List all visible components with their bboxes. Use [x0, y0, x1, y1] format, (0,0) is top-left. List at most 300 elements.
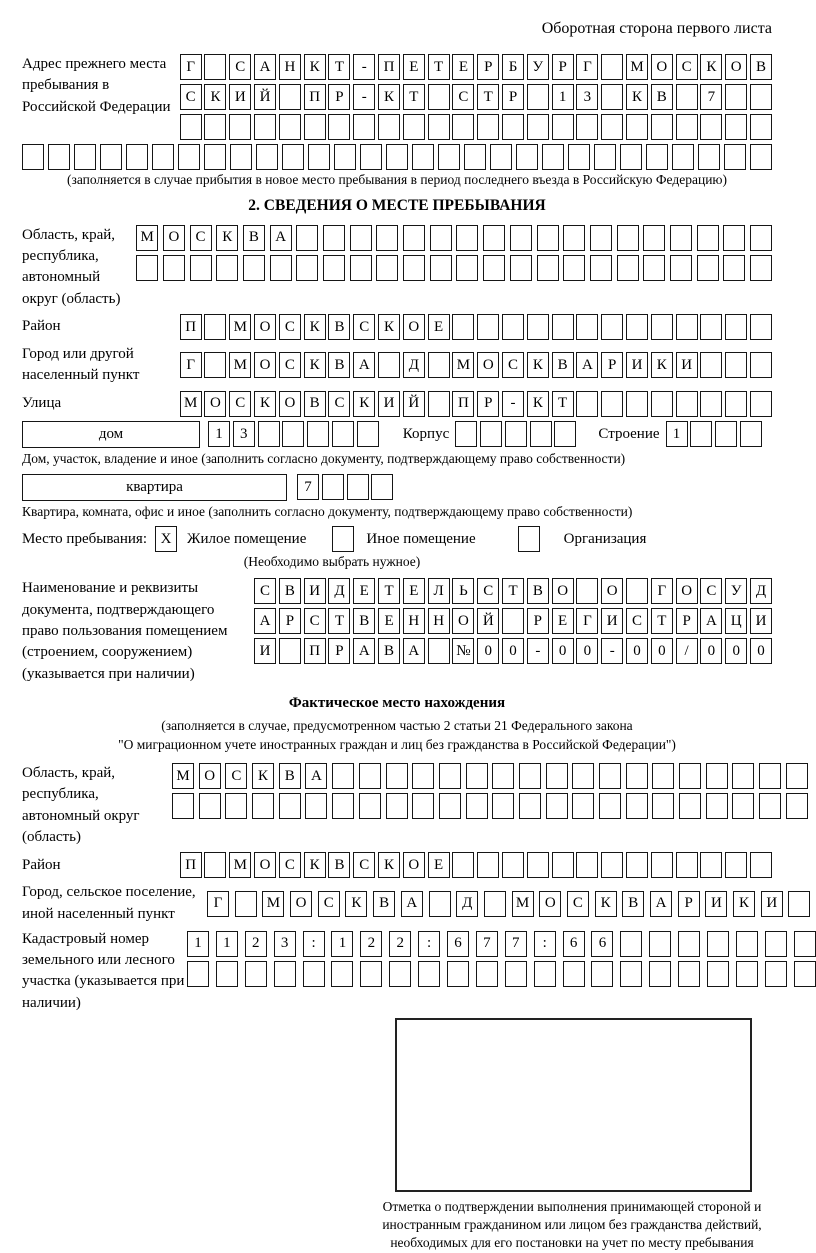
- char-cell[interactable]: М: [229, 314, 251, 340]
- char-cell[interactable]: Д: [750, 578, 772, 604]
- char-cell[interactable]: О: [254, 352, 276, 378]
- char-cell[interactable]: [452, 314, 474, 340]
- char-cell[interactable]: [576, 391, 598, 417]
- char-cell[interactable]: [296, 225, 318, 251]
- char-cell[interactable]: [328, 114, 350, 140]
- char-cell[interactable]: [652, 793, 674, 819]
- char-cell[interactable]: [418, 961, 440, 987]
- char-cell[interactable]: [519, 793, 541, 819]
- char-cell[interactable]: П: [304, 638, 326, 664]
- char-cell[interactable]: [750, 352, 772, 378]
- char-cell[interactable]: В: [622, 891, 644, 917]
- checkbox-cell[interactable]: [332, 526, 354, 552]
- char-cell[interactable]: [357, 421, 379, 447]
- char-cell[interactable]: [359, 793, 381, 819]
- char-cell[interactable]: Н: [279, 54, 301, 80]
- char-cell[interactable]: М: [180, 391, 202, 417]
- char-cell[interactable]: Т: [477, 84, 499, 110]
- char-cell[interactable]: А: [305, 763, 327, 789]
- char-cell[interactable]: К: [700, 54, 722, 80]
- char-cell[interactable]: О: [651, 54, 673, 80]
- char-cell[interactable]: [678, 931, 700, 957]
- char-cell[interactable]: Р: [477, 54, 499, 80]
- char-cell[interactable]: В: [279, 578, 301, 604]
- char-cell[interactable]: [617, 255, 639, 281]
- char-cell[interactable]: В: [328, 314, 350, 340]
- char-cell[interactable]: С: [229, 391, 251, 417]
- char-cell[interactable]: [483, 225, 505, 251]
- char-cell[interactable]: [599, 793, 621, 819]
- char-cell[interactable]: [527, 314, 549, 340]
- char-cell[interactable]: П: [378, 54, 400, 80]
- char-cell[interactable]: [725, 852, 747, 878]
- char-cell[interactable]: [502, 852, 524, 878]
- char-cell[interactable]: [243, 255, 265, 281]
- char-cell[interactable]: П: [304, 84, 326, 110]
- char-cell[interactable]: [626, 763, 648, 789]
- char-cell[interactable]: А: [254, 608, 276, 634]
- char-cell[interactable]: Т: [428, 54, 450, 80]
- char-cell[interactable]: 7: [700, 84, 722, 110]
- char-cell[interactable]: К: [252, 763, 274, 789]
- char-cell[interactable]: [178, 144, 200, 170]
- char-cell[interactable]: П: [180, 314, 202, 340]
- char-cell[interactable]: [412, 793, 434, 819]
- char-cell[interactable]: [376, 225, 398, 251]
- char-cell[interactable]: [723, 255, 745, 281]
- char-cell[interactable]: [576, 314, 598, 340]
- char-cell[interactable]: [270, 255, 292, 281]
- char-cell[interactable]: [502, 314, 524, 340]
- char-cell[interactable]: [750, 144, 772, 170]
- char-cell[interactable]: [552, 314, 574, 340]
- char-cell[interactable]: [429, 891, 451, 917]
- char-cell[interactable]: Й: [254, 84, 276, 110]
- char-cell[interactable]: [672, 144, 694, 170]
- char-cell[interactable]: [308, 144, 330, 170]
- char-cell[interactable]: [750, 255, 772, 281]
- checkbox-cell[interactable]: [518, 526, 540, 552]
- char-cell[interactable]: [22, 144, 44, 170]
- char-cell[interactable]: [670, 225, 692, 251]
- char-cell[interactable]: [252, 793, 274, 819]
- char-cell[interactable]: 0: [626, 638, 648, 664]
- char-cell[interactable]: Р: [477, 391, 499, 417]
- char-cell[interactable]: [736, 961, 758, 987]
- char-cell[interactable]: 6: [563, 931, 585, 957]
- char-cell[interactable]: [412, 144, 434, 170]
- char-cell[interactable]: В: [651, 84, 673, 110]
- char-cell[interactable]: Е: [428, 852, 450, 878]
- char-cell[interactable]: В: [304, 391, 326, 417]
- char-cell[interactable]: 0: [700, 638, 722, 664]
- char-cell[interactable]: К: [378, 852, 400, 878]
- char-cell[interactable]: [307, 421, 329, 447]
- char-cell[interactable]: М: [262, 891, 284, 917]
- char-cell[interactable]: [591, 961, 613, 987]
- char-cell[interactable]: [725, 314, 747, 340]
- char-cell[interactable]: [180, 114, 202, 140]
- char-cell[interactable]: 3: [576, 84, 598, 110]
- char-cell[interactable]: Д: [456, 891, 478, 917]
- char-cell[interactable]: С: [353, 852, 375, 878]
- char-cell[interactable]: [620, 931, 642, 957]
- char-cell[interactable]: [750, 84, 772, 110]
- char-cell[interactable]: М: [452, 352, 474, 378]
- char-cell[interactable]: [552, 114, 574, 140]
- char-cell[interactable]: И: [254, 638, 276, 664]
- char-cell[interactable]: С: [318, 891, 340, 917]
- char-cell[interactable]: :: [534, 931, 556, 957]
- char-cell[interactable]: [438, 144, 460, 170]
- char-cell[interactable]: [697, 255, 719, 281]
- char-cell[interactable]: [386, 763, 408, 789]
- char-cell[interactable]: [542, 144, 564, 170]
- char-cell[interactable]: [626, 391, 648, 417]
- char-cell[interactable]: 0: [725, 638, 747, 664]
- char-cell[interactable]: 2: [245, 931, 267, 957]
- char-cell[interactable]: Р: [527, 608, 549, 634]
- char-cell[interactable]: [527, 114, 549, 140]
- char-cell[interactable]: О: [403, 852, 425, 878]
- char-cell[interactable]: [601, 54, 623, 80]
- char-cell[interactable]: [697, 225, 719, 251]
- char-cell[interactable]: №: [452, 638, 474, 664]
- char-cell[interactable]: [360, 144, 382, 170]
- char-cell[interactable]: Й: [403, 391, 425, 417]
- char-cell[interactable]: [199, 793, 221, 819]
- char-cell[interactable]: С: [676, 54, 698, 80]
- char-cell[interactable]: [477, 114, 499, 140]
- char-cell[interactable]: [305, 793, 327, 819]
- char-cell[interactable]: А: [353, 352, 375, 378]
- char-cell[interactable]: [617, 225, 639, 251]
- char-cell[interactable]: 3: [233, 421, 255, 447]
- char-cell[interactable]: С: [254, 578, 276, 604]
- char-cell[interactable]: [620, 144, 642, 170]
- char-cell[interactable]: К: [216, 225, 238, 251]
- char-cell[interactable]: [626, 114, 648, 140]
- char-cell[interactable]: [430, 255, 452, 281]
- char-cell[interactable]: О: [676, 578, 698, 604]
- char-cell[interactable]: [700, 852, 722, 878]
- char-cell[interactable]: [126, 144, 148, 170]
- char-cell[interactable]: К: [204, 84, 226, 110]
- char-cell[interactable]: [204, 352, 226, 378]
- char-cell[interactable]: Н: [428, 608, 450, 634]
- char-cell[interactable]: [225, 793, 247, 819]
- char-cell[interactable]: [100, 144, 122, 170]
- char-cell[interactable]: И: [378, 391, 400, 417]
- char-cell[interactable]: [74, 144, 96, 170]
- char-cell[interactable]: [759, 763, 781, 789]
- char-cell[interactable]: [403, 114, 425, 140]
- char-cell[interactable]: [323, 255, 345, 281]
- char-cell[interactable]: [651, 314, 673, 340]
- char-cell[interactable]: [447, 961, 469, 987]
- char-cell[interactable]: К: [651, 352, 673, 378]
- char-cell[interactable]: [466, 793, 488, 819]
- char-cell[interactable]: 7: [297, 474, 319, 500]
- char-cell[interactable]: Н: [403, 608, 425, 634]
- char-cell[interactable]: [649, 931, 671, 957]
- char-cell[interactable]: [304, 114, 326, 140]
- char-cell[interactable]: О: [279, 391, 301, 417]
- char-cell[interactable]: [715, 421, 737, 447]
- char-cell[interactable]: К: [304, 314, 326, 340]
- char-cell[interactable]: К: [304, 852, 326, 878]
- char-cell[interactable]: [303, 961, 325, 987]
- char-cell[interactable]: [510, 255, 532, 281]
- char-cell[interactable]: [736, 931, 758, 957]
- char-cell[interactable]: О: [552, 578, 574, 604]
- char-cell[interactable]: 1: [208, 421, 230, 447]
- char-cell[interactable]: [152, 144, 174, 170]
- char-cell[interactable]: К: [527, 352, 549, 378]
- char-cell[interactable]: [483, 255, 505, 281]
- char-cell[interactable]: [706, 793, 728, 819]
- char-cell[interactable]: Е: [428, 314, 450, 340]
- char-cell[interactable]: [412, 763, 434, 789]
- char-cell[interactable]: [576, 852, 598, 878]
- char-cell[interactable]: [332, 763, 354, 789]
- char-cell[interactable]: [643, 225, 665, 251]
- char-cell[interactable]: И: [676, 352, 698, 378]
- char-cell[interactable]: Ь: [452, 578, 474, 604]
- char-cell[interactable]: О: [725, 54, 747, 80]
- char-cell[interactable]: [476, 961, 498, 987]
- char-cell[interactable]: С: [567, 891, 589, 917]
- char-cell[interactable]: [649, 961, 671, 987]
- char-cell[interactable]: [258, 421, 280, 447]
- char-cell[interactable]: О: [403, 314, 425, 340]
- char-cell[interactable]: Е: [403, 54, 425, 80]
- char-cell[interactable]: [428, 84, 450, 110]
- char-cell[interactable]: -: [601, 638, 623, 664]
- char-cell[interactable]: [740, 421, 762, 447]
- char-cell[interactable]: -: [527, 638, 549, 664]
- char-cell[interactable]: [676, 84, 698, 110]
- char-cell[interactable]: О: [452, 608, 474, 634]
- char-cell[interactable]: [786, 793, 808, 819]
- char-cell[interactable]: [216, 961, 238, 987]
- char-cell[interactable]: В: [373, 891, 395, 917]
- char-cell[interactable]: И: [229, 84, 251, 110]
- char-cell[interactable]: С: [190, 225, 212, 251]
- char-cell[interactable]: [187, 961, 209, 987]
- char-cell[interactable]: [676, 114, 698, 140]
- char-cell[interactable]: В: [328, 852, 350, 878]
- char-cell[interactable]: [430, 225, 452, 251]
- char-cell[interactable]: [516, 144, 538, 170]
- char-cell[interactable]: 7: [476, 931, 498, 957]
- char-cell[interactable]: [428, 352, 450, 378]
- char-cell[interactable]: [235, 891, 257, 917]
- char-cell[interactable]: [572, 793, 594, 819]
- char-cell[interactable]: [670, 255, 692, 281]
- char-cell[interactable]: [456, 255, 478, 281]
- char-cell[interactable]: [563, 225, 585, 251]
- char-cell[interactable]: [279, 114, 301, 140]
- char-cell[interactable]: Д: [328, 578, 350, 604]
- char-cell[interactable]: [245, 961, 267, 987]
- char-cell[interactable]: И: [761, 891, 783, 917]
- char-cell[interactable]: [204, 144, 226, 170]
- char-cell[interactable]: [492, 763, 514, 789]
- char-cell[interactable]: О: [290, 891, 312, 917]
- char-cell[interactable]: У: [527, 54, 549, 80]
- char-cell[interactable]: [136, 255, 158, 281]
- char-cell[interactable]: 6: [591, 931, 613, 957]
- char-cell[interactable]: [765, 931, 787, 957]
- char-cell[interactable]: 0: [552, 638, 574, 664]
- char-cell[interactable]: [428, 114, 450, 140]
- char-cell[interactable]: [765, 961, 787, 987]
- char-cell[interactable]: [554, 421, 576, 447]
- char-cell[interactable]: [464, 144, 486, 170]
- char-cell[interactable]: О: [477, 352, 499, 378]
- char-cell[interactable]: [216, 255, 238, 281]
- char-cell[interactable]: [750, 852, 772, 878]
- char-cell[interactable]: К: [378, 84, 400, 110]
- char-cell[interactable]: А: [254, 54, 276, 80]
- char-cell[interactable]: [230, 144, 252, 170]
- char-cell[interactable]: Т: [403, 84, 425, 110]
- char-cell[interactable]: [376, 255, 398, 281]
- char-cell[interactable]: [594, 144, 616, 170]
- char-cell[interactable]: Т: [378, 578, 400, 604]
- char-cell[interactable]: [750, 114, 772, 140]
- char-cell[interactable]: [601, 84, 623, 110]
- char-cell[interactable]: [403, 225, 425, 251]
- char-cell[interactable]: [466, 763, 488, 789]
- char-cell[interactable]: Р: [552, 54, 574, 80]
- char-cell[interactable]: [626, 314, 648, 340]
- char-cell[interactable]: [601, 114, 623, 140]
- char-cell[interactable]: [576, 578, 598, 604]
- char-cell[interactable]: [484, 891, 506, 917]
- char-cell[interactable]: [626, 852, 648, 878]
- char-cell[interactable]: К: [626, 84, 648, 110]
- char-cell[interactable]: А: [700, 608, 722, 634]
- char-cell[interactable]: А: [401, 891, 423, 917]
- char-cell[interactable]: [750, 314, 772, 340]
- char-cell[interactable]: [652, 763, 674, 789]
- char-cell[interactable]: [750, 391, 772, 417]
- char-cell[interactable]: [626, 578, 648, 604]
- char-cell[interactable]: [601, 852, 623, 878]
- char-cell[interactable]: Р: [678, 891, 700, 917]
- char-cell[interactable]: 0: [502, 638, 524, 664]
- char-cell[interactable]: [563, 961, 585, 987]
- char-cell[interactable]: О: [163, 225, 185, 251]
- char-cell[interactable]: А: [353, 638, 375, 664]
- char-cell[interactable]: Е: [552, 608, 574, 634]
- char-cell[interactable]: Г: [576, 608, 598, 634]
- char-cell[interactable]: -: [353, 84, 375, 110]
- char-cell[interactable]: [651, 114, 673, 140]
- char-cell[interactable]: [626, 793, 648, 819]
- char-cell[interactable]: [360, 961, 382, 987]
- char-cell[interactable]: [620, 961, 642, 987]
- char-cell[interactable]: 1: [331, 931, 353, 957]
- char-cell[interactable]: [519, 763, 541, 789]
- char-cell[interactable]: [679, 793, 701, 819]
- char-cell[interactable]: [439, 793, 461, 819]
- char-cell[interactable]: [492, 793, 514, 819]
- char-cell[interactable]: [706, 763, 728, 789]
- char-cell[interactable]: В: [243, 225, 265, 251]
- char-cell[interactable]: [646, 144, 668, 170]
- char-cell[interactable]: [788, 891, 810, 917]
- char-cell[interactable]: В: [750, 54, 772, 80]
- char-cell[interactable]: 0: [477, 638, 499, 664]
- char-cell[interactable]: [676, 391, 698, 417]
- char-cell[interactable]: [279, 793, 301, 819]
- char-cell[interactable]: [254, 114, 276, 140]
- char-cell[interactable]: [732, 763, 754, 789]
- char-cell[interactable]: К: [353, 391, 375, 417]
- char-cell[interactable]: А: [576, 352, 598, 378]
- char-cell[interactable]: Р: [601, 352, 623, 378]
- char-cell[interactable]: Р: [328, 84, 350, 110]
- char-cell[interactable]: П: [452, 391, 474, 417]
- char-cell[interactable]: С: [180, 84, 202, 110]
- char-cell[interactable]: О: [539, 891, 561, 917]
- char-cell[interactable]: Т: [502, 578, 524, 604]
- char-cell[interactable]: [794, 931, 816, 957]
- char-cell[interactable]: [700, 352, 722, 378]
- char-cell[interactable]: К: [595, 891, 617, 917]
- char-cell[interactable]: [534, 961, 556, 987]
- char-cell[interactable]: -: [353, 54, 375, 80]
- char-cell[interactable]: [204, 852, 226, 878]
- char-cell[interactable]: Г: [207, 891, 229, 917]
- char-cell[interactable]: 7: [505, 931, 527, 957]
- char-cell[interactable]: О: [254, 314, 276, 340]
- char-cell[interactable]: [502, 114, 524, 140]
- char-cell[interactable]: М: [229, 352, 251, 378]
- char-cell[interactable]: [204, 114, 226, 140]
- char-cell[interactable]: И: [304, 578, 326, 604]
- char-cell[interactable]: Е: [452, 54, 474, 80]
- char-cell[interactable]: С: [502, 352, 524, 378]
- char-cell[interactable]: [359, 763, 381, 789]
- char-cell[interactable]: С: [304, 608, 326, 634]
- char-cell[interactable]: [505, 961, 527, 987]
- char-cell[interactable]: [456, 225, 478, 251]
- char-cell[interactable]: [527, 852, 549, 878]
- char-cell[interactable]: С: [225, 763, 247, 789]
- char-cell[interactable]: В: [527, 578, 549, 604]
- char-cell[interactable]: А: [403, 638, 425, 664]
- char-cell[interactable]: [282, 144, 304, 170]
- char-cell[interactable]: [530, 421, 552, 447]
- char-cell[interactable]: [732, 793, 754, 819]
- char-cell[interactable]: [700, 391, 722, 417]
- char-cell[interactable]: [724, 144, 746, 170]
- char-cell[interactable]: :: [303, 931, 325, 957]
- char-cell[interactable]: М: [229, 852, 251, 878]
- char-cell[interactable]: [599, 763, 621, 789]
- char-cell[interactable]: [282, 421, 304, 447]
- char-cell[interactable]: [590, 255, 612, 281]
- char-cell[interactable]: Т: [328, 54, 350, 80]
- char-cell[interactable]: [537, 225, 559, 251]
- char-cell[interactable]: [296, 255, 318, 281]
- char-cell[interactable]: Т: [651, 608, 673, 634]
- char-cell[interactable]: [274, 961, 296, 987]
